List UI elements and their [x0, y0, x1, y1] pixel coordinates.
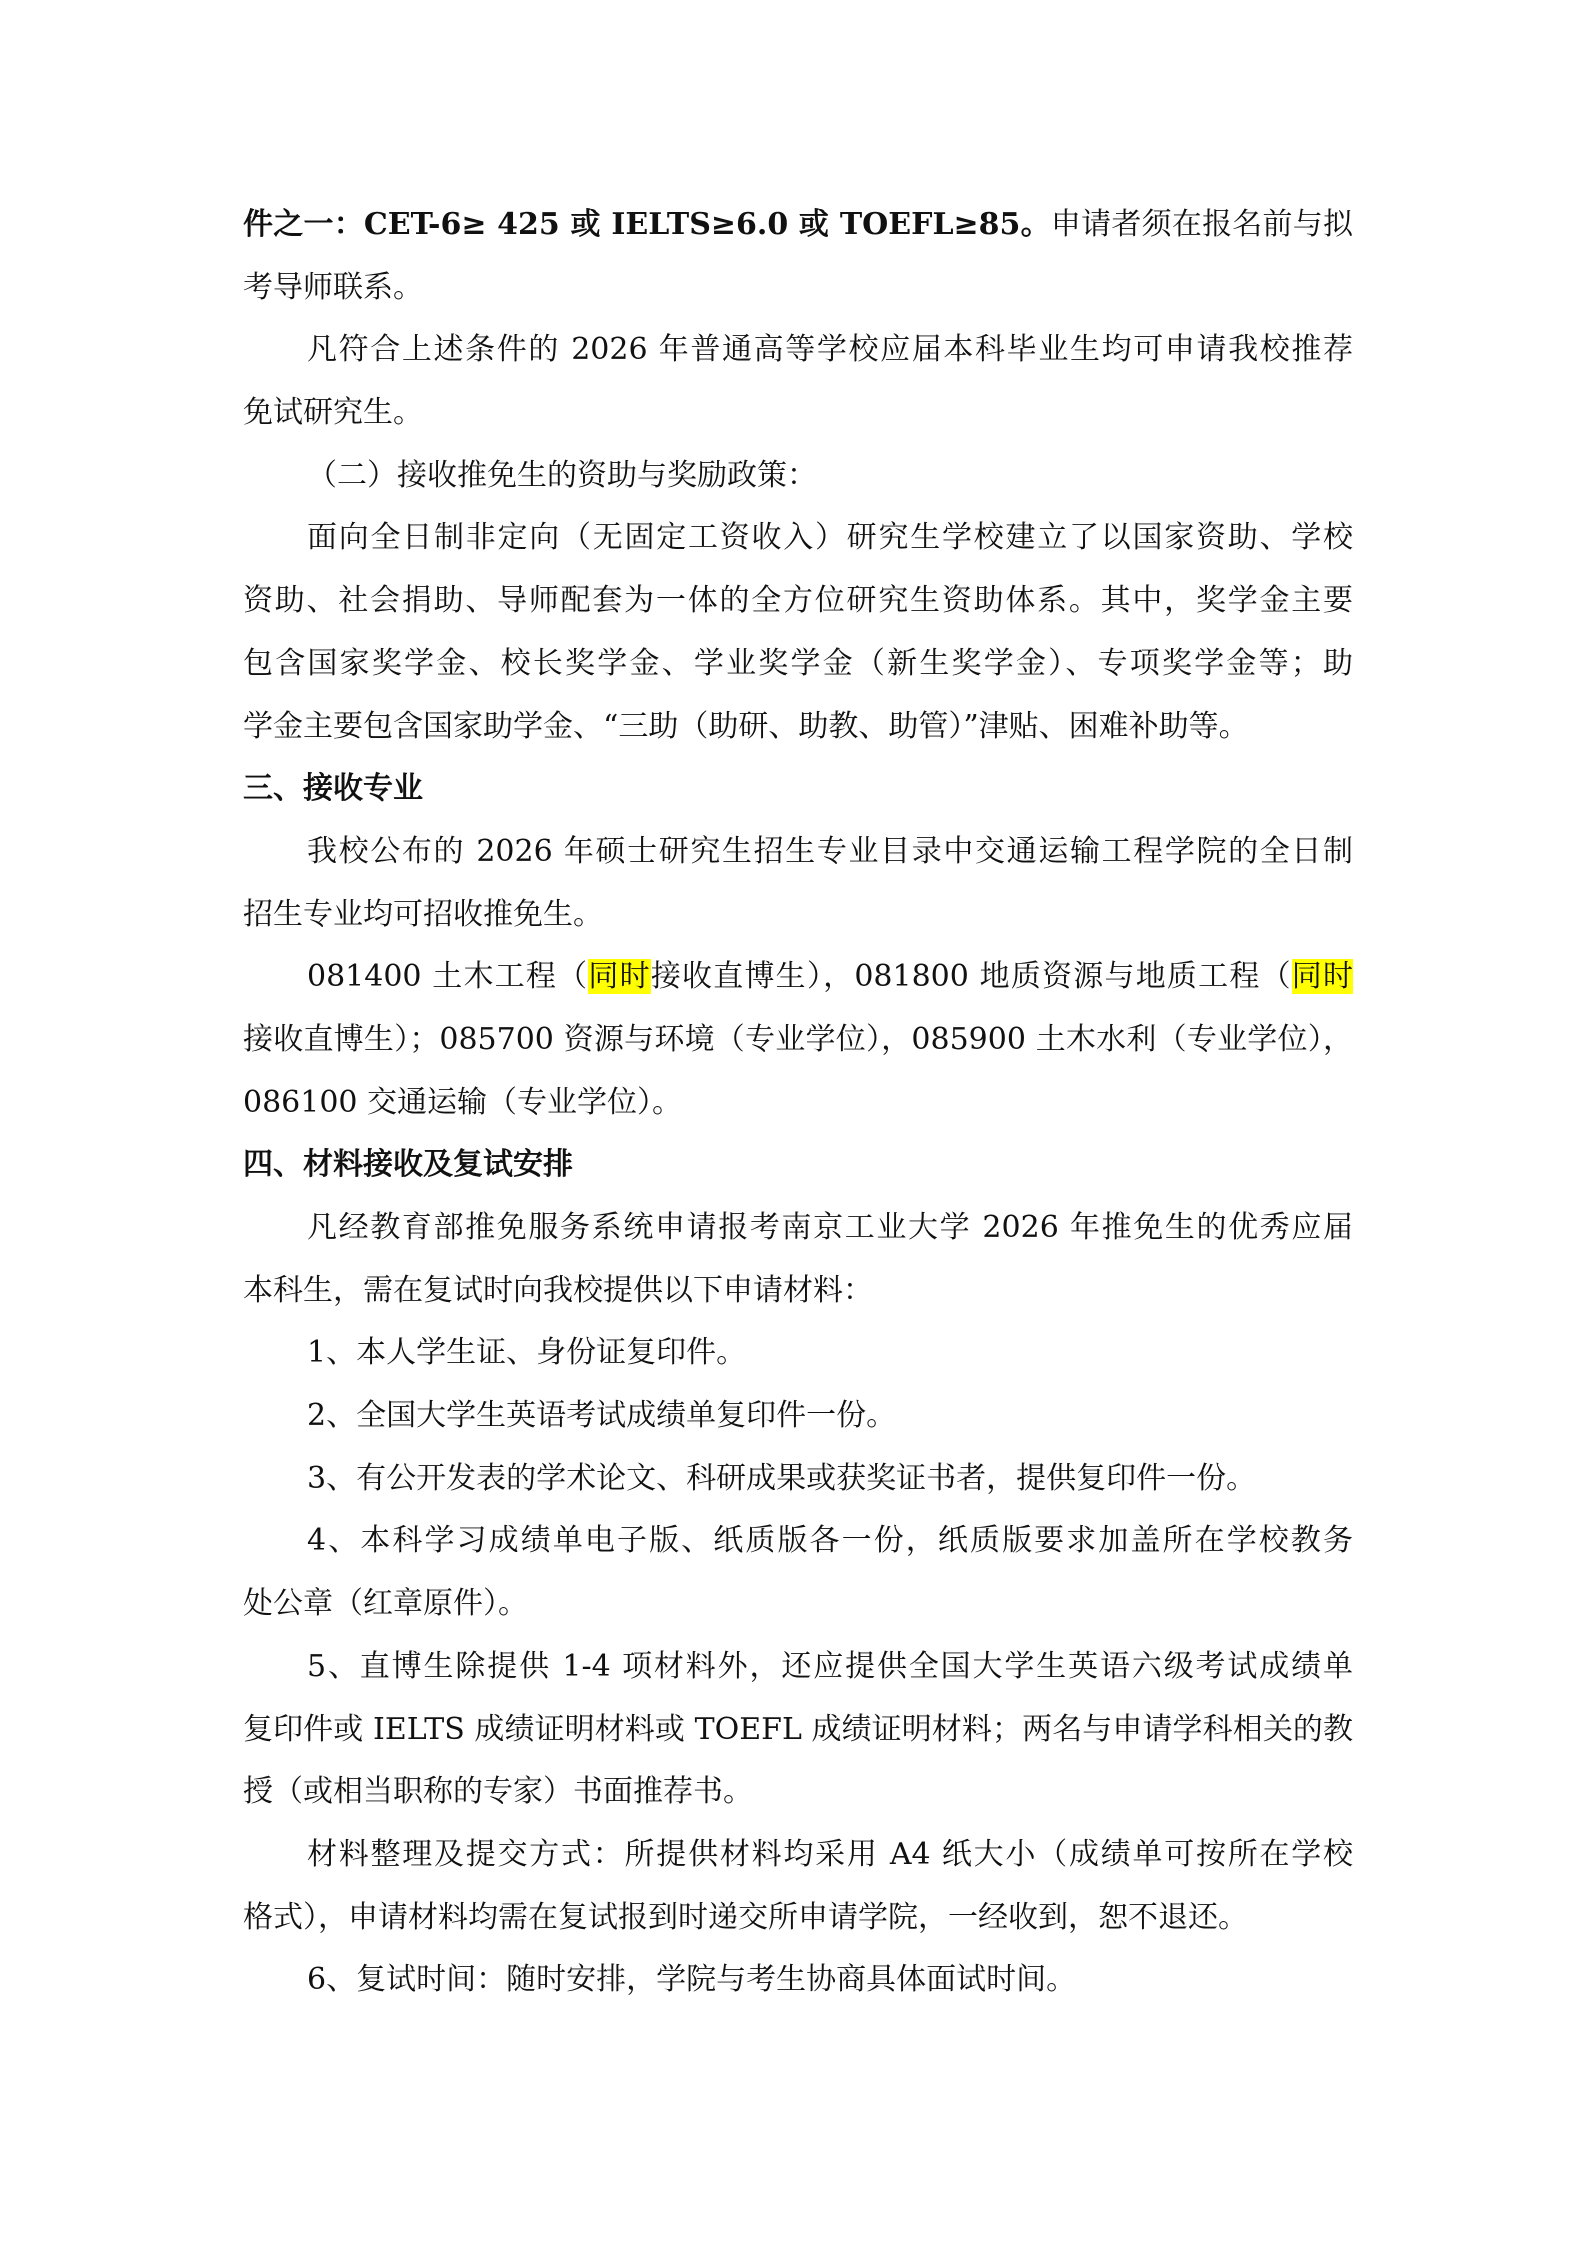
material-item-1: 1、本人学生证、身份证复印件。: [307, 1335, 747, 1371]
section-heading-majors: 三、接收专业: [243, 771, 423, 807]
funding-line-3: 包含国家奖学金、校长奖学金、学业奖学金（新生奖学金）、专项奖学金等；助: [243, 645, 1353, 681]
submission-line-1: 材料整理及提交方式：所提供材料均采用 A4 纸大小（成绩单可按所在学校: [307, 1836, 1353, 1872]
requirements-text: 申请者须在报名前与拟: [1050, 207, 1353, 242]
requirements-line-2: 考导师联系。: [243, 269, 423, 305]
majors-intro-line-2: 招生专业均可招收推免生。: [243, 896, 603, 932]
material-item-5-line-1: 5、直博生除提供 1-4 项材料外，还应提供全国大学生英语六级考试成绩单: [307, 1648, 1353, 1684]
funding-line-1: 面向全日制非定向（无固定工资收入）研究生学校建立了以国家资助、学校: [307, 520, 1353, 556]
funding-line-2: 资助、社会捐助、导师配套为一体的全方位研究生资助体系。其中，奖学金主要: [243, 583, 1353, 619]
material-item-4-line-2: 处公章（红章原件）。: [243, 1586, 528, 1622]
majors-text: 081400 土木工程（: [307, 959, 589, 995]
material-item-3: 3、有公开发表的学术论文、科研成果或获奖证书者，提供复印件一份。: [307, 1460, 1257, 1496]
eligibility-line-2: 免试研究生。: [243, 395, 423, 431]
document-body: [243, 194, 1353, 2012]
material-item-4-line-1: 4、本科学习成绩单电子版、纸质版各一份，纸质版要求加盖所在学校教务: [307, 1523, 1353, 1559]
majors-intro-line-1: 我校公布的 2026 年硕士研究生招生专业目录中交通运输工程学院的全日制: [307, 833, 1353, 869]
material-item-5-line-3: 授（或相当职称的专家）书面推荐书。: [243, 1774, 753, 1810]
material-item-5-line-2: 复印件或 IELTS 成绩证明材料或 TOEFL 成绩证明材料；两名与申请学科相关的教: [243, 1711, 1353, 1747]
english-requirement-text: 件之一：CET-6≥ 425 或 IELTS≥6.0 或 TOEFL≥85。: [243, 207, 1051, 242]
material-item-6: 6、复试时间：随时安排，学院与考生协商具体面试时间。: [307, 1962, 1077, 1998]
majors-line-1: [243, 946, 1353, 1009]
funding-heading: （二）接收推免生的资助与奖励政策：: [307, 457, 817, 493]
section-heading-materials: 四、材料接收及复试安排: [243, 1147, 573, 1183]
eligibility-line-1: 凡符合上述条件的 2026 年普通高等学校应届本科毕业生均可申请我校推荐: [307, 332, 1353, 368]
funding-line-4: 学金主要包含国家助学金、“三助（助研、助教、助管）”津贴、困难补助等。: [243, 708, 1249, 744]
material-item-2: 2、全国大学生英语考试成绩单复印件一份。: [307, 1398, 897, 1434]
submission-line-2: 格式），申请材料均需在复试报到时递交所申请学院，一经收到，恕不退还。: [243, 1899, 1248, 1935]
materials-intro-line-2: 本科生，需在复试时向我校提供以下申请材料：: [243, 1272, 873, 1308]
majors-line-3: 086100 交通运输（专业学位）。: [243, 1084, 683, 1120]
materials-intro-line-1: 凡经教育部推免服务系统申请报考南京工业大学 2026 年推免生的优秀应届: [307, 1210, 1353, 1245]
requirements-line-1: [243, 194, 1353, 257]
highlighted-text: 同时: [588, 959, 651, 995]
majors-text: 接收直博生），081800 地质资源与地质工程（: [650, 959, 1292, 995]
majors-line-2: 接收直博生）；085700 资源与环境（专业学位），085900 土木水利（专业学位），: [243, 1021, 1353, 1057]
highlighted-text: 同时: [1291, 959, 1353, 995]
